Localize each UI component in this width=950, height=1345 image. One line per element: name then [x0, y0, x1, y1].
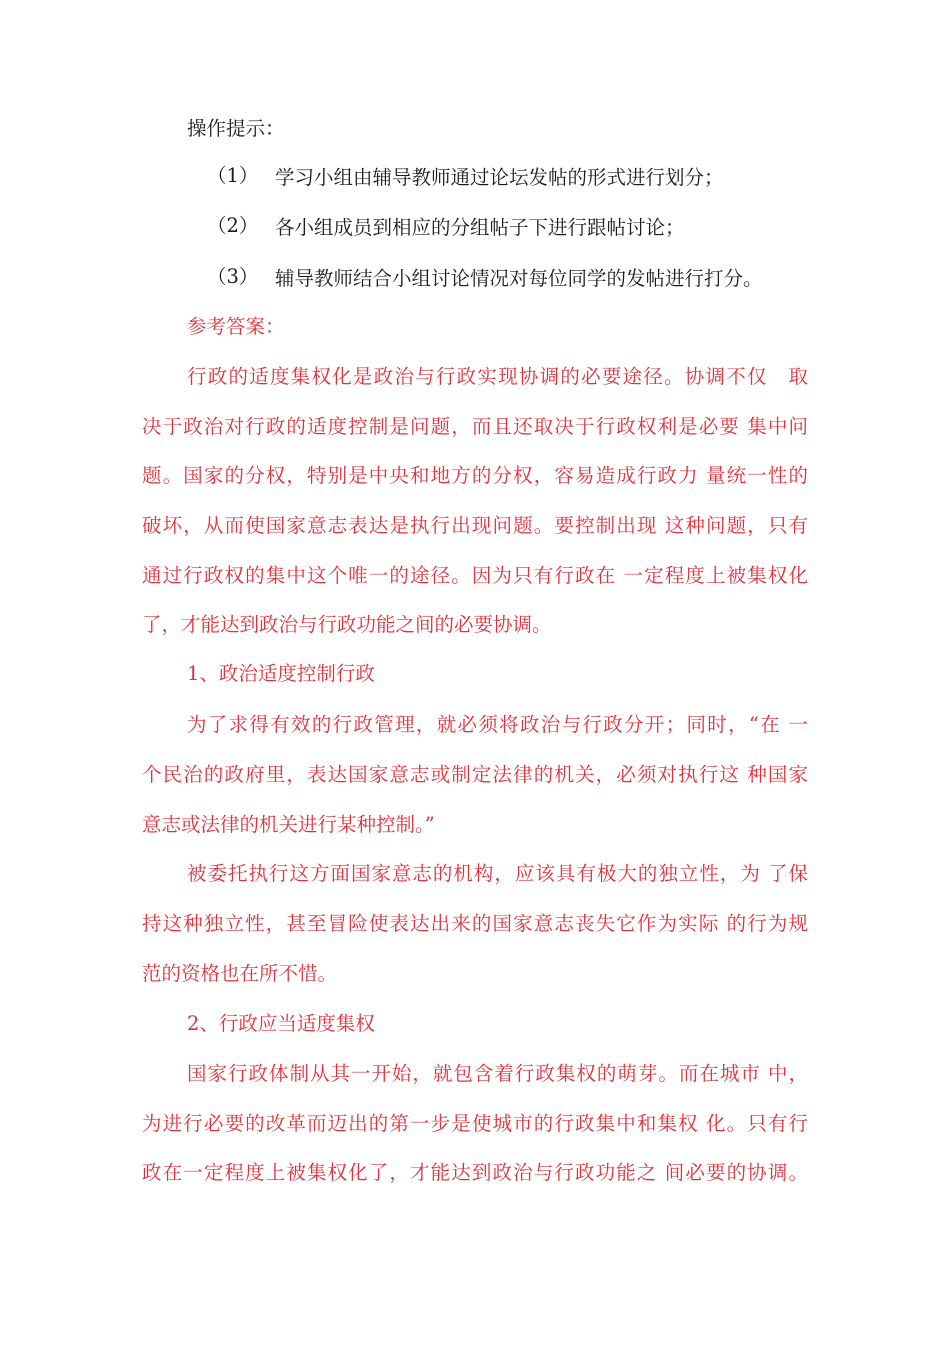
paragraph-line: 被委托执行这方面国家意志的机构，应该具有极大的独立性，为 了保	[187, 862, 808, 885]
paragraph-line: 国家行政体制从其一开始，就包含着行政集权的萌芽。而在城市 中，	[187, 1062, 808, 1085]
paragraph-line: 持这种独立性，甚至冒险使表达出来的国家意志丧失它作为实际 的行为规	[142, 912, 808, 935]
paragraph-line: 题。国家的分权，特别是中央和地方的分权，容易造成行政力 量统一性的	[142, 464, 808, 487]
hint-item-number: （3）	[207, 265, 259, 288]
paragraph-line: 意志或法律的机关进行某种控制。”	[142, 813, 435, 836]
paragraph-line: 范的资格也在所不惜。	[142, 962, 338, 985]
section-title-1: 1、政治适度控制行政	[187, 662, 375, 685]
answer-title: 参考答案：	[187, 315, 285, 338]
section-title-2: 2、行政应当适度集权	[187, 1012, 375, 1035]
paragraph-line: 破坏，从而使国家意志表达是执行出现问题。要控制出现 这种问题，只有	[142, 514, 808, 537]
hint-item-number: （2）	[207, 214, 259, 237]
paragraph-line: 为了求得有效的行政管理，就必须将政治与行政分开；同时，“在 一	[187, 713, 808, 736]
hint-item-text: 辅导教师结合小组讨论情况对每位同学的发帖进行打分。	[275, 267, 763, 290]
hint-item-text: 各小组成员到相应的分组帖子下进行跟帖讨论；	[275, 216, 685, 239]
paragraph-line: 行政的适度集权化是政治与行政实现协调的必要途径。协调不仅 取	[187, 365, 808, 388]
paragraph-line: 政在一定程度上被集权化了，才能达到政治与行政功能之 间必要的协调。	[142, 1161, 808, 1184]
paragraph-line: 为进行必要的改革而迈出的第一步是使城市的行政集中和集权 化。只有行	[142, 1112, 808, 1135]
paragraph-line: 了，才能达到政治与行政功能之间的必要协调。	[142, 613, 552, 636]
paragraph-line: 决于政治对行政的适度控制是问题，而且还取决于行政权利是必要 集中问	[142, 415, 808, 438]
hint-item-number: （1）	[207, 164, 259, 187]
hint-item-text: 学习小组由辅导教师通过论坛发帖的形式进行划分；	[275, 166, 724, 189]
paragraph-line: 个民治的政府里，表达国家意志或制定法律的机关，必须对执行这 种国家	[142, 763, 808, 786]
hint-title: 操作提示：	[187, 117, 285, 140]
paragraph-line: 通过行政权的集中这个唯一的途径。因为只有行政在 一定程度上被集权化	[142, 564, 808, 587]
